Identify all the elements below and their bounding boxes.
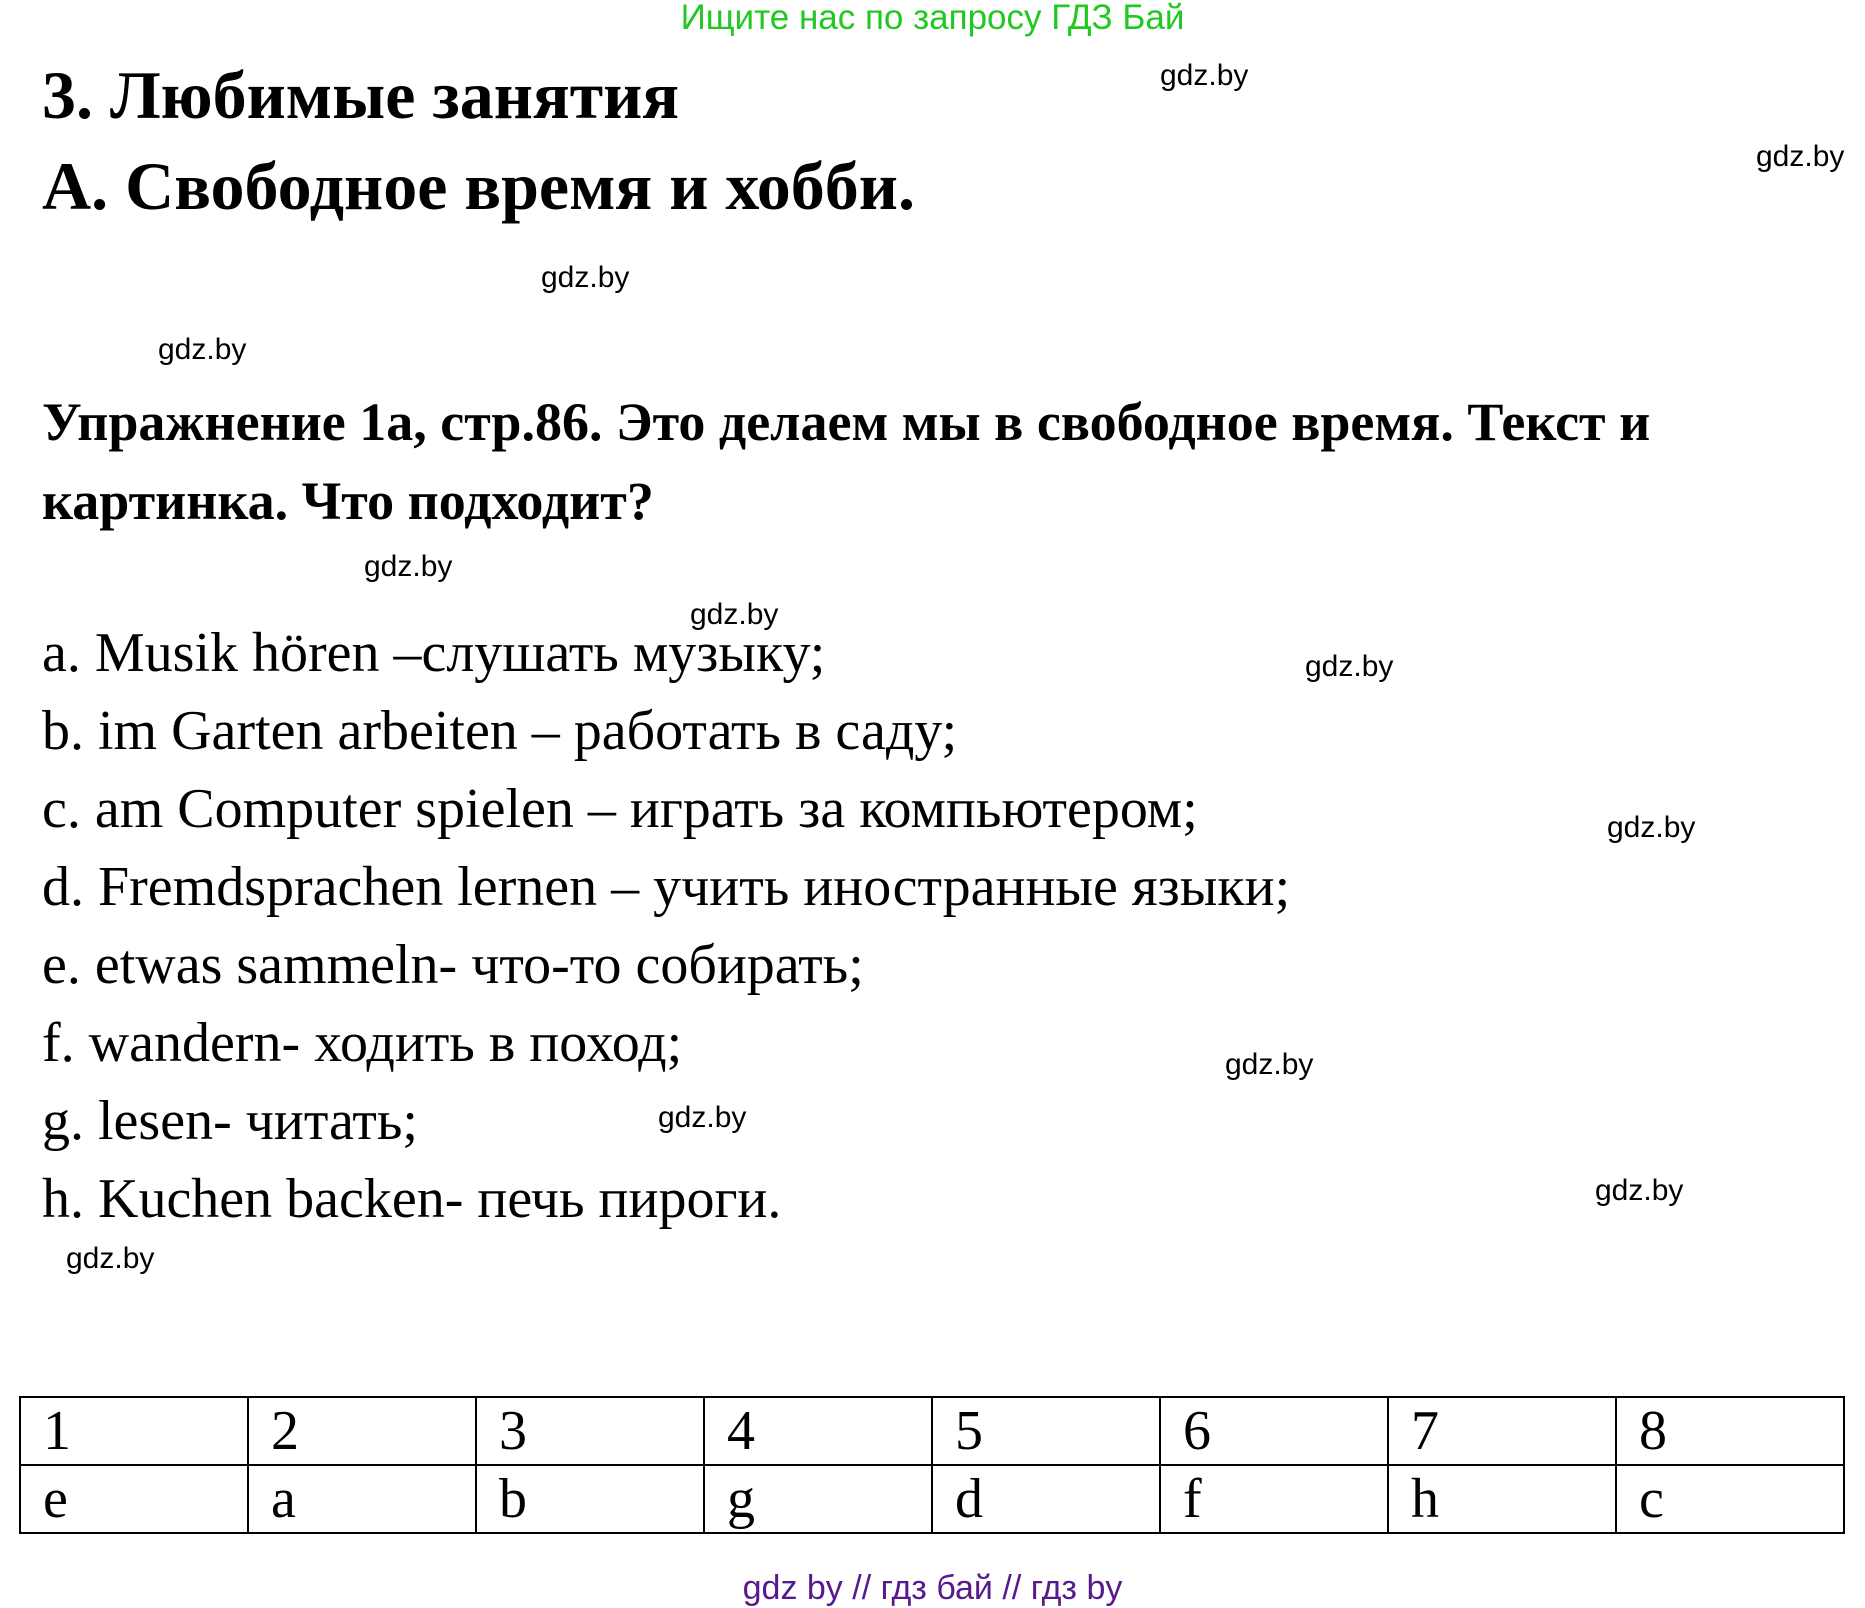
watermark: gdz.by xyxy=(658,1101,747,1134)
exercise-title: Упражнение 1a, стр.86. Это делаем мы в свободное время. Текст и картинка. Что подходит? xyxy=(42,392,1651,531)
chapter-heading: 3. Любимые занятия xyxy=(42,57,680,133)
top-banner[interactable]: Ищите нас по запросу ГДЗ Бай xyxy=(680,0,1185,37)
watermark: gdz.by xyxy=(1225,1048,1314,1081)
table-cell: c xyxy=(1616,1465,1844,1533)
footer-links[interactable]: gdz by // гдз бай // гдз by xyxy=(742,1569,1123,1607)
list-item: f. wandern- ходить в поход; xyxy=(42,1012,683,1074)
table-cell: g xyxy=(704,1465,932,1533)
list-item: g. lesen- читать; xyxy=(42,1090,418,1152)
list-item: a. Musik hören –слушать музыку; xyxy=(42,622,826,684)
answer-table xyxy=(19,1396,1845,1534)
table-cell: 5 xyxy=(932,1397,1160,1465)
table-cell: 4 xyxy=(704,1397,932,1465)
watermark: gdz.by xyxy=(1305,650,1394,683)
table-row xyxy=(20,1465,1844,1533)
watermark: gdz.by xyxy=(1595,1174,1684,1207)
vocabulary-list xyxy=(42,614,1290,1238)
table-cell: a xyxy=(248,1465,476,1533)
table-cell: b xyxy=(476,1465,704,1533)
watermark: gdz.by xyxy=(66,1242,155,1275)
table-cell: e xyxy=(20,1465,248,1533)
watermark: gdz.by xyxy=(1160,59,1249,92)
table-cell: 3 xyxy=(476,1397,704,1465)
table-cell: 8 xyxy=(1616,1397,1844,1465)
watermark: gdz.by xyxy=(690,598,779,631)
watermark: gdz.by xyxy=(364,550,453,583)
section-heading: А. Свободное время и хобби. xyxy=(42,148,915,224)
table-cell: 7 xyxy=(1388,1397,1616,1465)
list-item: b. im Garten arbeiten – работать в саду; xyxy=(42,700,958,762)
table-cell: h xyxy=(1388,1465,1616,1533)
table-cell: d xyxy=(932,1465,1160,1533)
table-cell: f xyxy=(1160,1465,1388,1533)
list-item: d. Fremdsprachen lernen – учить иностранные языки; xyxy=(42,856,1291,918)
table-cell: 6 xyxy=(1160,1397,1388,1465)
watermark: gdz.by xyxy=(158,333,247,366)
watermark: gdz.by xyxy=(1607,811,1696,844)
table-row xyxy=(20,1397,1844,1465)
table-cell: 2 xyxy=(248,1397,476,1465)
table-cell: 1 xyxy=(20,1397,248,1465)
watermark: gdz.by xyxy=(541,261,630,294)
list-item: e. etwas sammeln- что-то собирать; xyxy=(42,934,864,996)
watermark: gdz.by xyxy=(1756,140,1845,173)
list-item: h. Kuchen backen- печь пироги. xyxy=(42,1168,782,1230)
list-item: c. am Computer spielen – играть за компьютером; xyxy=(42,778,1198,840)
